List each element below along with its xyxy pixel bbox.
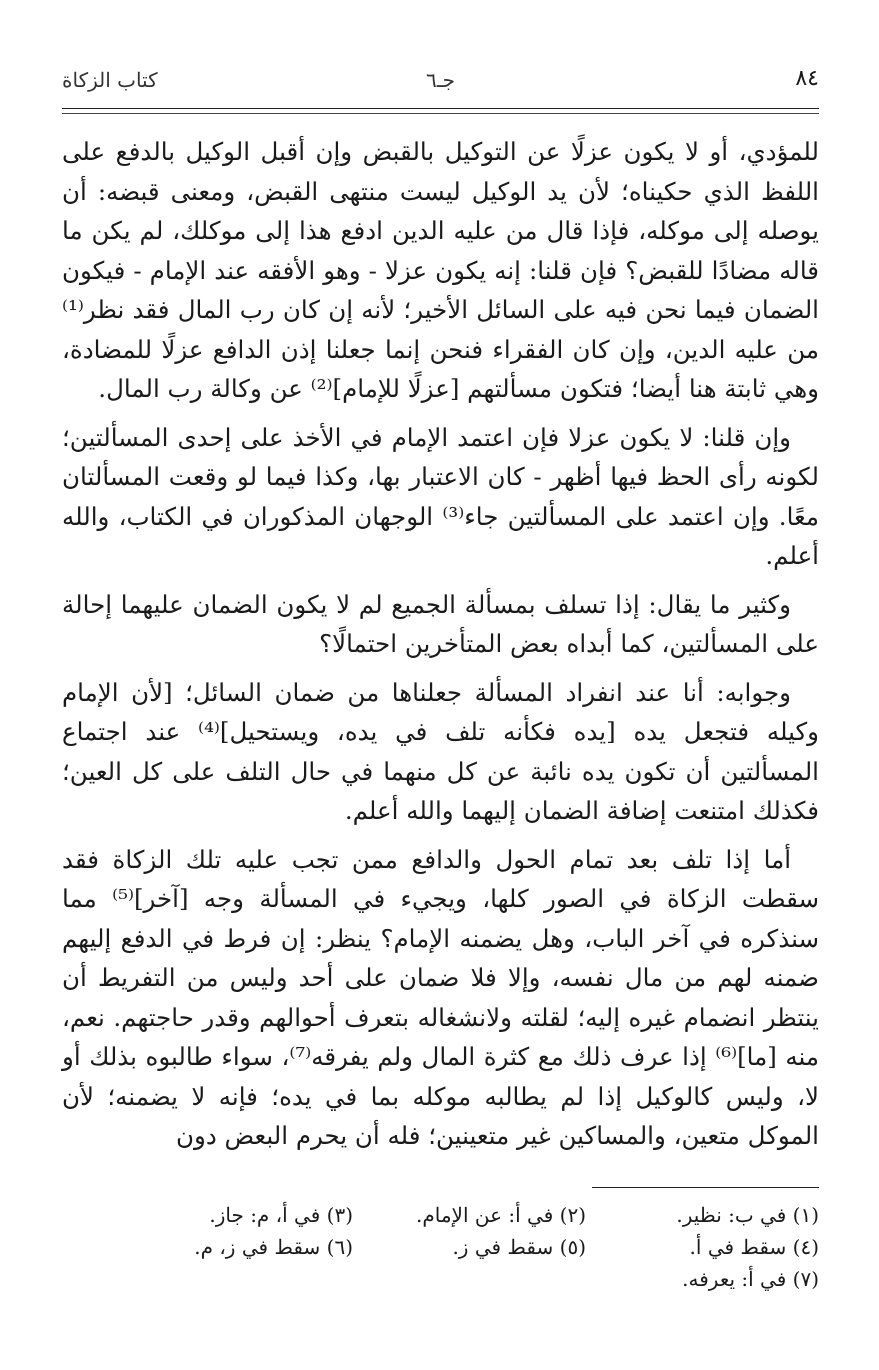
footnote: (٣) في أ، م: جاز.: [209, 1203, 353, 1227]
volume-label: جـ٦: [426, 68, 455, 92]
footnote-row: [120, 1199, 819, 1231]
footnote: (٥) سقط في ز.: [452, 1235, 586, 1259]
book-title: كتاب الزكاة: [62, 68, 158, 92]
page-number: ٨٤: [795, 66, 819, 91]
paragraph: وإن قلنا: لا يكون عزلا فإن اعتمد الإمام في الأخذ على إحدى المسألتين؛ لكونه رأى الحظ فيها أظهر - كان الاعتبار بها، وكذا فيما لو وقعت المسألتان معًا. وإن اعتمد على المسألتين جاء⁽³⁾ الوجهان المذكوران في الكتاب، والله أعلم.: [62, 422, 819, 570]
paragraph: أما إذا تلف بعد تمام الحول والدافع ممن تجب عليه تلك الزكاة فقد سقطت الزكاة في الصور كلها، ويجيء في المسألة وجه [آخر]⁽⁵⁾ مما سنذكره في آخر الباب، وهل يضمنه الإمام؟ ينظر: إن فرط في الدفع إليهم ضمنه لهم من مال نفسه، وإلا فلا ضمان على أحد وليس من التفريط أن ينتظر انضمام غيره إليه؛ لقلته ولانشغاله بتعرف أحوالهم وقدر حاجتهم. نعم، منه [ما]⁽⁶⁾ إذا عرف ذلك مع كثرة المال ولم يفرقه⁽⁷⁾، سواء طالبوه بذلك أو لا، وليس كالوكيل إذا لم يطالبه موكله بما في يده؛ فإنه لا يضمنه؛ لأن الموكل متعين، والمساكين غير متعينين؛ فله أن يحرم البعض دون: [62, 844, 819, 1150]
page-header: [62, 64, 819, 104]
main-text: [62, 132, 819, 1165]
header-rule-thin: [62, 113, 819, 114]
footnote: (١) في ب: نظير.: [676, 1203, 819, 1227]
footnote: (٧) في أ: يعرفه.: [682, 1267, 819, 1291]
footnote-row: [120, 1231, 819, 1263]
footnote: (٦) سقط في ز، م.: [194, 1235, 353, 1259]
paragraph: للمؤدي، أو لا يكون عزلًا عن التوكيل بالقبض وإن أقبل الوكيل بالدفع على اللفظ الذي حكيناه؛ لأن يد الوكيل ليست منتهى القبض، ومعنى قبضه: أن يوصله إلى موكله، فإذا قال من عليه الدين ادفع هذا إلى موكلك، لم يكن ما قاله مضادًا للقبض؟ فإن قلنا: إنه يكون عزلا - وهو الأفقه عند الإمام - فيكون الضمان فيما نحن فيه على السائل الأخير؛ لأنه إن كان رب المال فقد نظر⁽¹⁾ من عليه الدين، وإن كان الفقراء فنحن إنما جعلنا إذن الدافع عزلًا للمضادة، وهي ثابتة هنا أيضا؛ فتكون مسألتهم [عزلًا للإمام]⁽²⁾ عن وكالة رب المال.: [62, 137, 819, 403]
footnote-rule: [592, 1187, 819, 1188]
header-rule: [62, 108, 819, 109]
footnote: (٤) سقط في أ.: [689, 1235, 819, 1259]
paragraph: وكثير ما يقال: إذا تسلف بمسألة الجميع لم لا يكون الضمان عليهما إحالة على المسألتين، كما أبداه بعض المتأخرين احتمالًا؟: [62, 589, 819, 658]
footnotes: [120, 1199, 819, 1295]
footnote: (٢) في أ: عن الإمام.: [416, 1203, 586, 1227]
paragraph: وجوابه: أنا عند انفراد المسألة جعلناها من ضمان السائل؛ [لأن الإمام وكيله فتجعل يده [يده فكأنه تلف في يده، ويستحيل]⁽⁴⁾ عند اجتماع المسألتين أن تكون يده نائبة عن كل منهما في حال التلف على كل العين؛ فكذلك امتنعت إضافة الضمان إليهما والله أعلم.: [62, 677, 819, 825]
footnote-row: [120, 1263, 819, 1295]
